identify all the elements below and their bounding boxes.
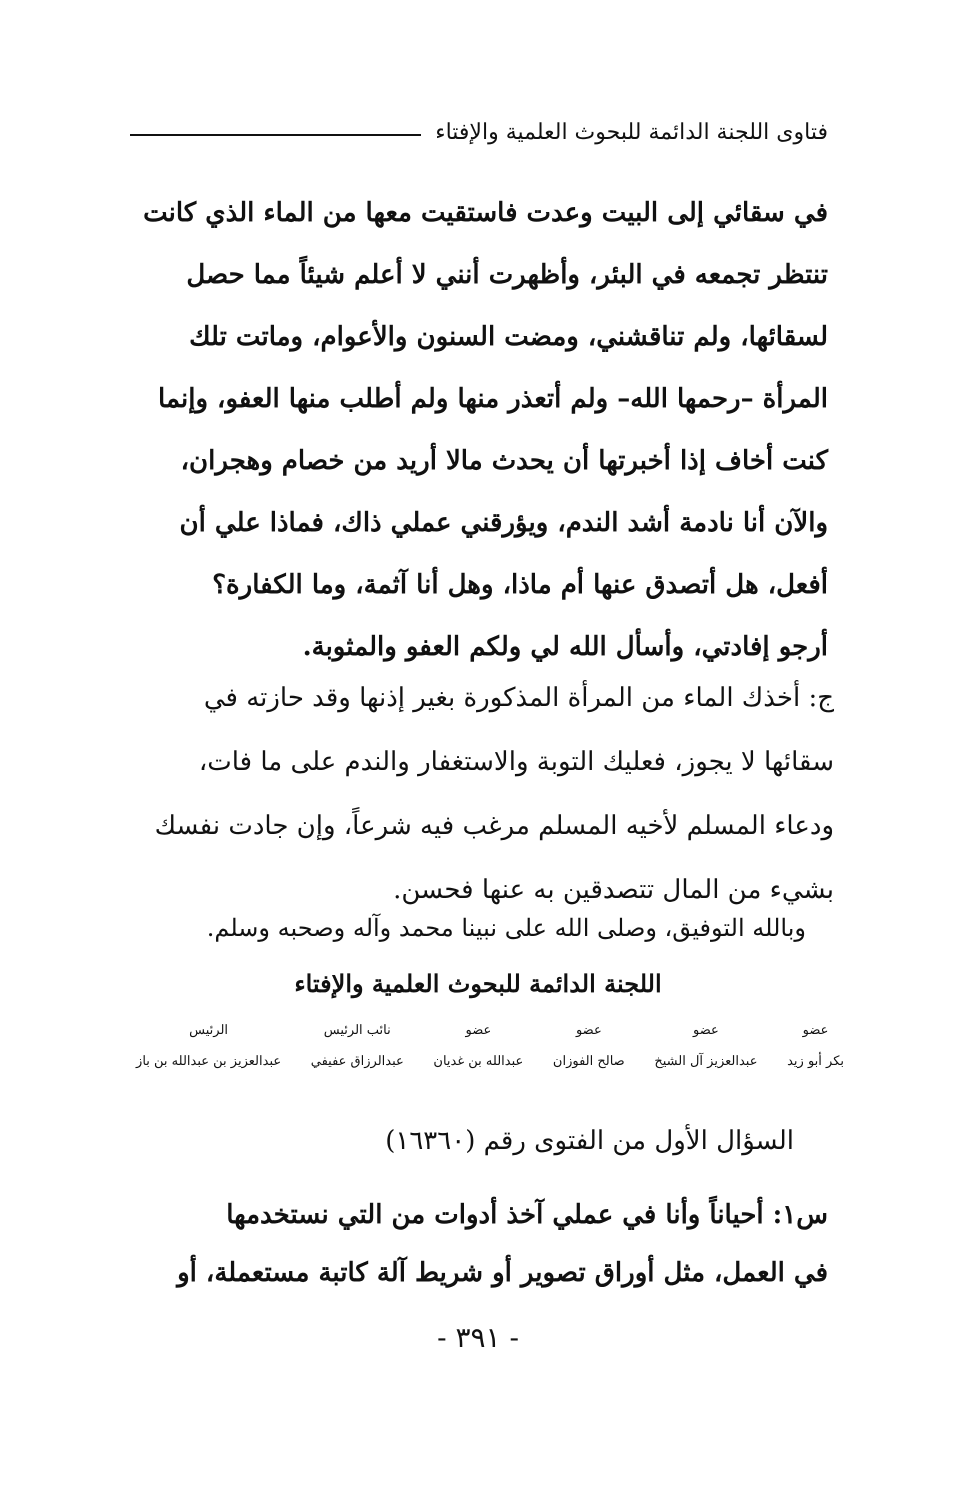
committee-member xyxy=(654,1018,757,1076)
next-question-text xyxy=(134,1186,828,1302)
member-name: عبدالله بن غديان xyxy=(433,1054,524,1069)
member-role: عضو xyxy=(465,1023,492,1038)
running-header xyxy=(130,112,828,152)
page-number: - ٣٩١ - xyxy=(437,1321,519,1354)
member-role: عضو xyxy=(693,1023,719,1038)
question-text xyxy=(132,182,828,678)
answer-line: بشيء من المال تتصدقين به عنها فحسن. xyxy=(393,875,834,905)
question-line: أفعل، هل أتصدق عنها أم ماذا، وهل أنا آثمة، وما الكفارة؟ xyxy=(212,570,828,600)
member-role: الرئيس xyxy=(189,1023,229,1038)
member-name: عبدالعزيز آل الشيخ xyxy=(654,1054,758,1069)
committee-member xyxy=(553,1018,625,1076)
question-line: تنتظر تجمعه في البئر، وأظهرت أنني لا أعلم شيئاً مما حصل xyxy=(186,260,828,290)
question-line: لسقائها، ولم تناقشني، ومضت السنون والأعوام، وماتت تلك xyxy=(189,322,828,352)
answer-line: سقائها لا يجوز، فعليك التوبة والاستغفار والندم على ما فات، xyxy=(198,747,834,777)
member-name: بكر أبو زيد xyxy=(787,1054,844,1069)
member-role: عضو xyxy=(575,1023,602,1038)
question-line: المرأة –رحمها الله– ولم أتعذر منها ولم أطلب منها العفو، وإنما xyxy=(158,384,828,414)
committee-member xyxy=(787,1018,844,1076)
question-line: في سقائي إلى البيت وعدت فاستقيت معها من الماء الذي كانت xyxy=(143,198,828,228)
question-line: في العمل، مثل أوراق تصوير أو شريط آلة كاتبة مستعملة، أو xyxy=(177,1258,828,1288)
member-role: نائب الرئيس xyxy=(323,1023,391,1038)
member-name: صالح الفوزان xyxy=(552,1054,625,1069)
question-line: كنت أخاف إذا أخبرتها أن يحدث مالا أريد من خصام وهجران، xyxy=(180,446,828,476)
member-name: عبدالعزيز بن عبدالله بن باز xyxy=(136,1054,282,1069)
committee-member xyxy=(136,1018,281,1076)
committee-member xyxy=(433,1018,523,1076)
closing-formula: وبالله التوفيق، وصلى الله على نبينا محمد وآله وصحبه وسلم. xyxy=(206,914,806,942)
member-name: عبدالرزاق عفيفي xyxy=(310,1054,404,1069)
question-line: س١: أحياناً وأنا في عملي آخذ أدوات من التي نستخدمها xyxy=(226,1200,828,1230)
answer-line: ج: أخذك الماء من المرأة المذكورة بغير إذنها وقد حازته في xyxy=(203,683,834,713)
fatwa-heading: السؤال الأول من الفتوى رقم (١٦٣٦٠) xyxy=(385,1126,794,1156)
question-line: والآن أنا نادمة أشد الندم، ويؤرقني عملي ذاك، فماذا علي أن xyxy=(179,508,828,538)
answer-text xyxy=(132,666,834,922)
answer-line: ودعاء المسلم لأخيه المسلم مرغب فيه شرعاً، وإن جادت نفسك xyxy=(154,811,834,841)
header-rule xyxy=(130,134,421,136)
committee-title: اللجنة الدائمة للبحوث العلمية والإفتاء xyxy=(294,969,662,998)
book-title: فتاوى اللجنة الدائمة للبحوث العلمية والإفتاء xyxy=(435,119,828,145)
committee-member xyxy=(311,1018,404,1076)
committee-members xyxy=(136,1018,844,1076)
member-role: عضو xyxy=(802,1023,829,1038)
question-line: أرجو إفادتي، وأسأل الله لي ولكم العفو والمثوبة. xyxy=(302,632,828,662)
